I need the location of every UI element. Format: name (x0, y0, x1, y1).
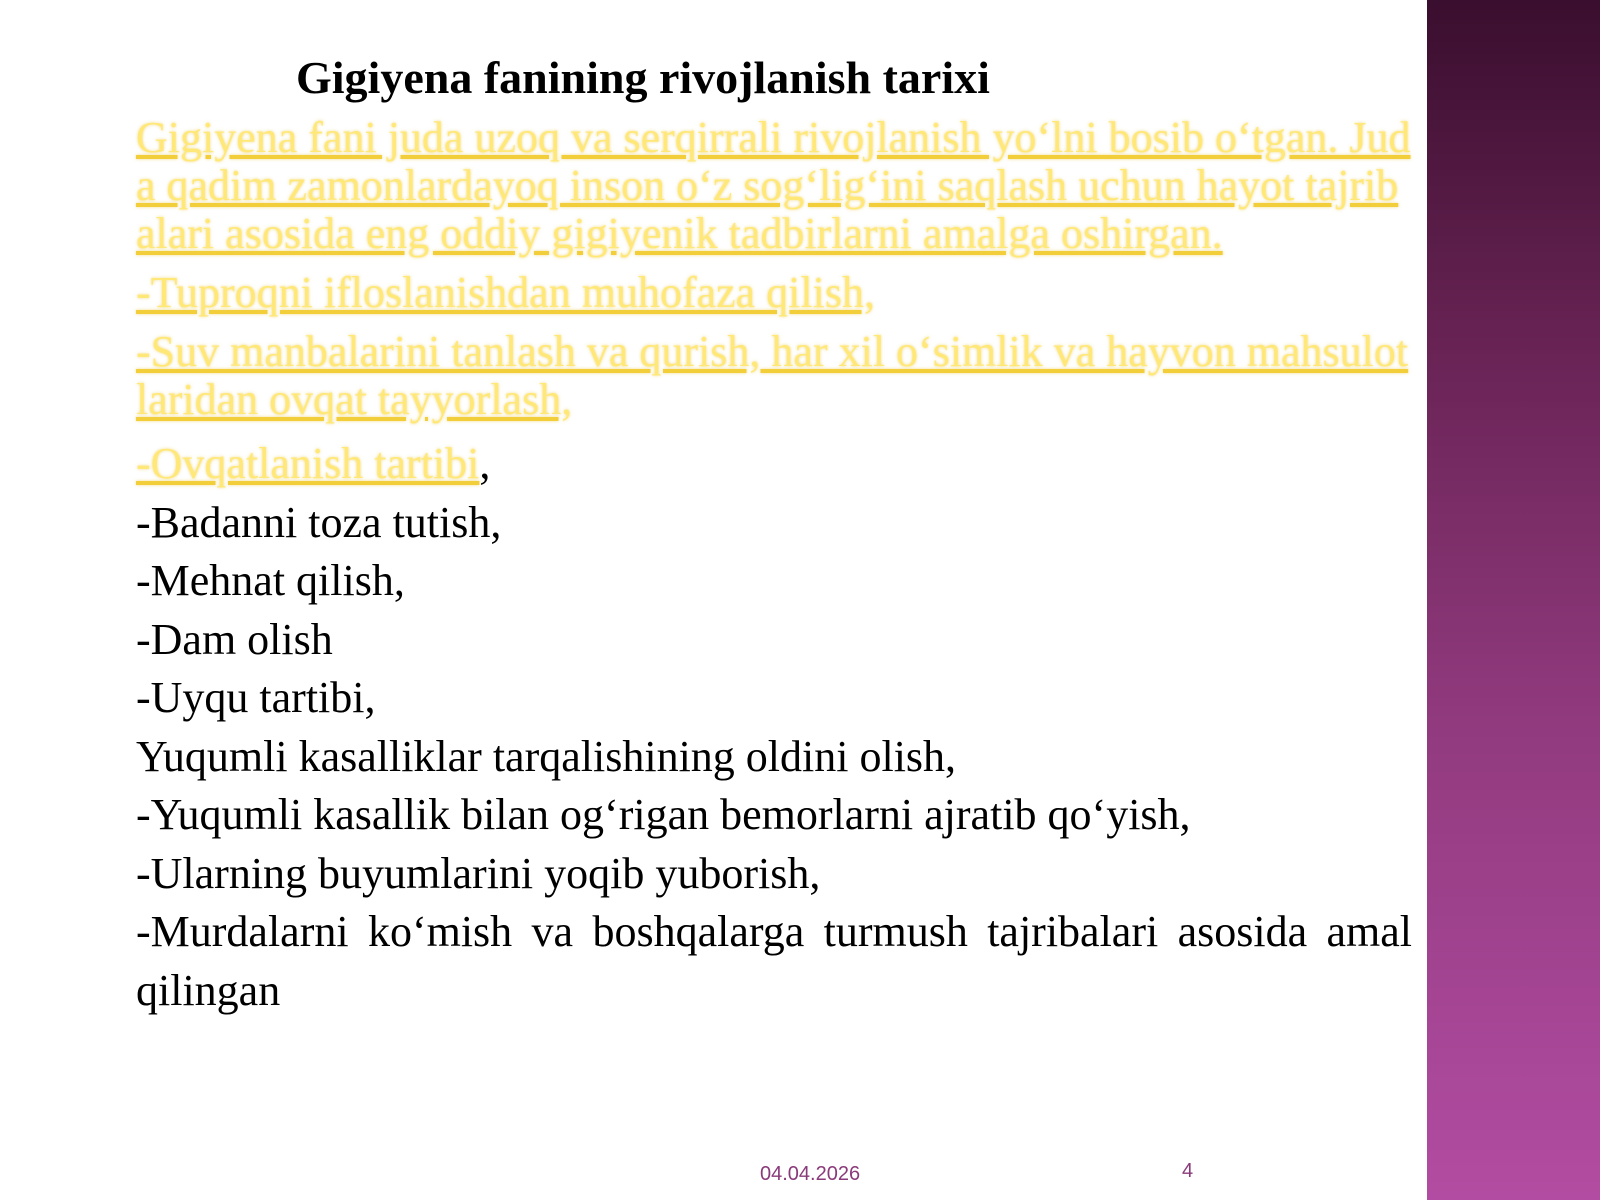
list-item: -Yuqumli kasallik bilan og‘rigan bemorlarni ajratib qo‘yish, (136, 790, 1191, 839)
list-item: Yuqumli kasalliklar tarqalishining oldini olish, (136, 731, 957, 781)
highlighted-paragraph-soil (136, 269, 1412, 317)
highlighted-text: -Suv manbalarini tanlash va qurish, har xil o‘simlik va hayvon mahsulotlaridan ovqat tayyorlash, (136, 327, 1409, 424)
highlighted-paragraph-water-food (136, 328, 1412, 424)
page-number: 4 (1182, 1160, 1194, 1182)
highlighted-text: -Ovqatlanish tartibi (136, 439, 480, 488)
plain-comma: , (479, 439, 491, 488)
highlighted-text: -Tuproqni ifloslanishdan muhofaza qilish, (136, 268, 875, 317)
highlighted-text: Gigiyena fani juda uzoq va serqirrali rivojlanish yo‘lni bosib o‘tgan. Juda qadim zamonlardayoq inson o‘z sog‘lig‘ini saqlash uchun hayot tajribalari asosida eng oddiy gigiyenik tadbirlarni amalga oshirgan. (136, 113, 1411, 258)
footer-date: 04.04.2026 (760, 1163, 861, 1185)
slide-body (136, 114, 1412, 1020)
mixed-line-nutrition (136, 435, 1412, 494)
list-item-last: -Murdalarni ko‘mish va boshqalarga turmush tajribalari asosida amal qilingan (136, 907, 1412, 1015)
list-item: -Dam olish (136, 614, 333, 664)
slide-title: Gigiyena fanining rivojlanish tarixi (296, 52, 990, 103)
list-item: -Uyqu tartibi, (136, 673, 376, 722)
decorative-side-band (1427, 0, 1600, 1200)
list-item: -Mehnat qilish, (136, 556, 405, 605)
list-item: -Ularning buyumlarini yoqib yuborish, (136, 848, 821, 898)
highlighted-paragraph-intro (136, 114, 1412, 258)
list-item: -Badanni toza tutish, (136, 497, 502, 547)
